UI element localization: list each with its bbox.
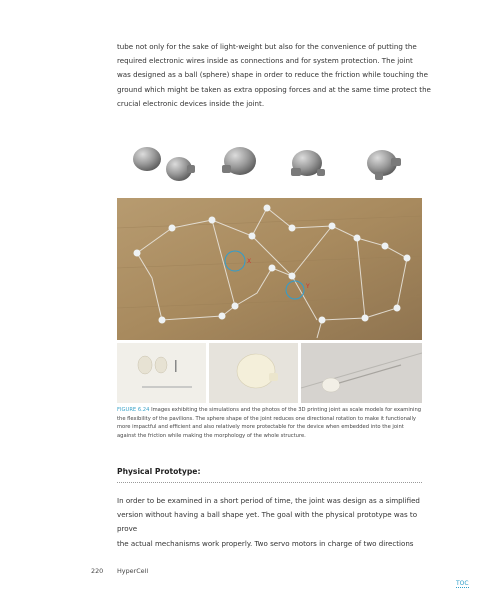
joint-render-strip: [117, 139, 422, 193]
joint-assembly-photo: [301, 343, 422, 403]
joint-render-1: [133, 147, 195, 181]
joint-render-4: [367, 150, 401, 180]
toc-link[interactable]: TOC: [456, 580, 469, 587]
joint-render-2: [222, 147, 256, 175]
body-paragraph-top: tube not only for the sake of light-weight but also for the convenience of putting the required electronic wires inside as connections and for system protection. The joint was designed as a ball (sphere) shape in order to reduce the friction while touching the ground which might be taken as extra opposing forces and at the same time protect the crucial electronic devices inside the joint.: [117, 42, 431, 108]
figure-label: FIGURE 6.24: [117, 407, 150, 413]
joint-render-3: [291, 150, 325, 176]
joint-parts-photo: [117, 343, 206, 403]
joint-closeup-photo: [209, 343, 298, 403]
running-title: HyperCell: [117, 567, 149, 575]
section-title: Physical Prototype:: [117, 467, 201, 476]
annotation-x-label: X: [247, 258, 252, 265]
annotation-y-label: Y: [306, 283, 310, 290]
body-paragraph-bottom: In order to be examined in a short period of time, the joint was design as a simplified version without having a ball shape yet. The goal with the physical prototype was to prove the actual mechanisms work properly. Two servo motors in charge of two directions: [117, 496, 420, 548]
scale-model-photo: [117, 198, 422, 340]
section-divider: [117, 482, 422, 483]
page-number: 220: [91, 567, 104, 575]
figure-caption-text: Images exhibiting the simulations and the photos of the 3D printing joint as scale models for examining the flexibility of the pavilions. The sphere shape of the joint reduces one directional rotation to make it functionally more impactful and efficient and also relatively more protectable for the device when embedded into the joint against the friction while making the morphology of the whole structure.: [117, 407, 422, 439]
figure-caption: [117, 406, 422, 440]
